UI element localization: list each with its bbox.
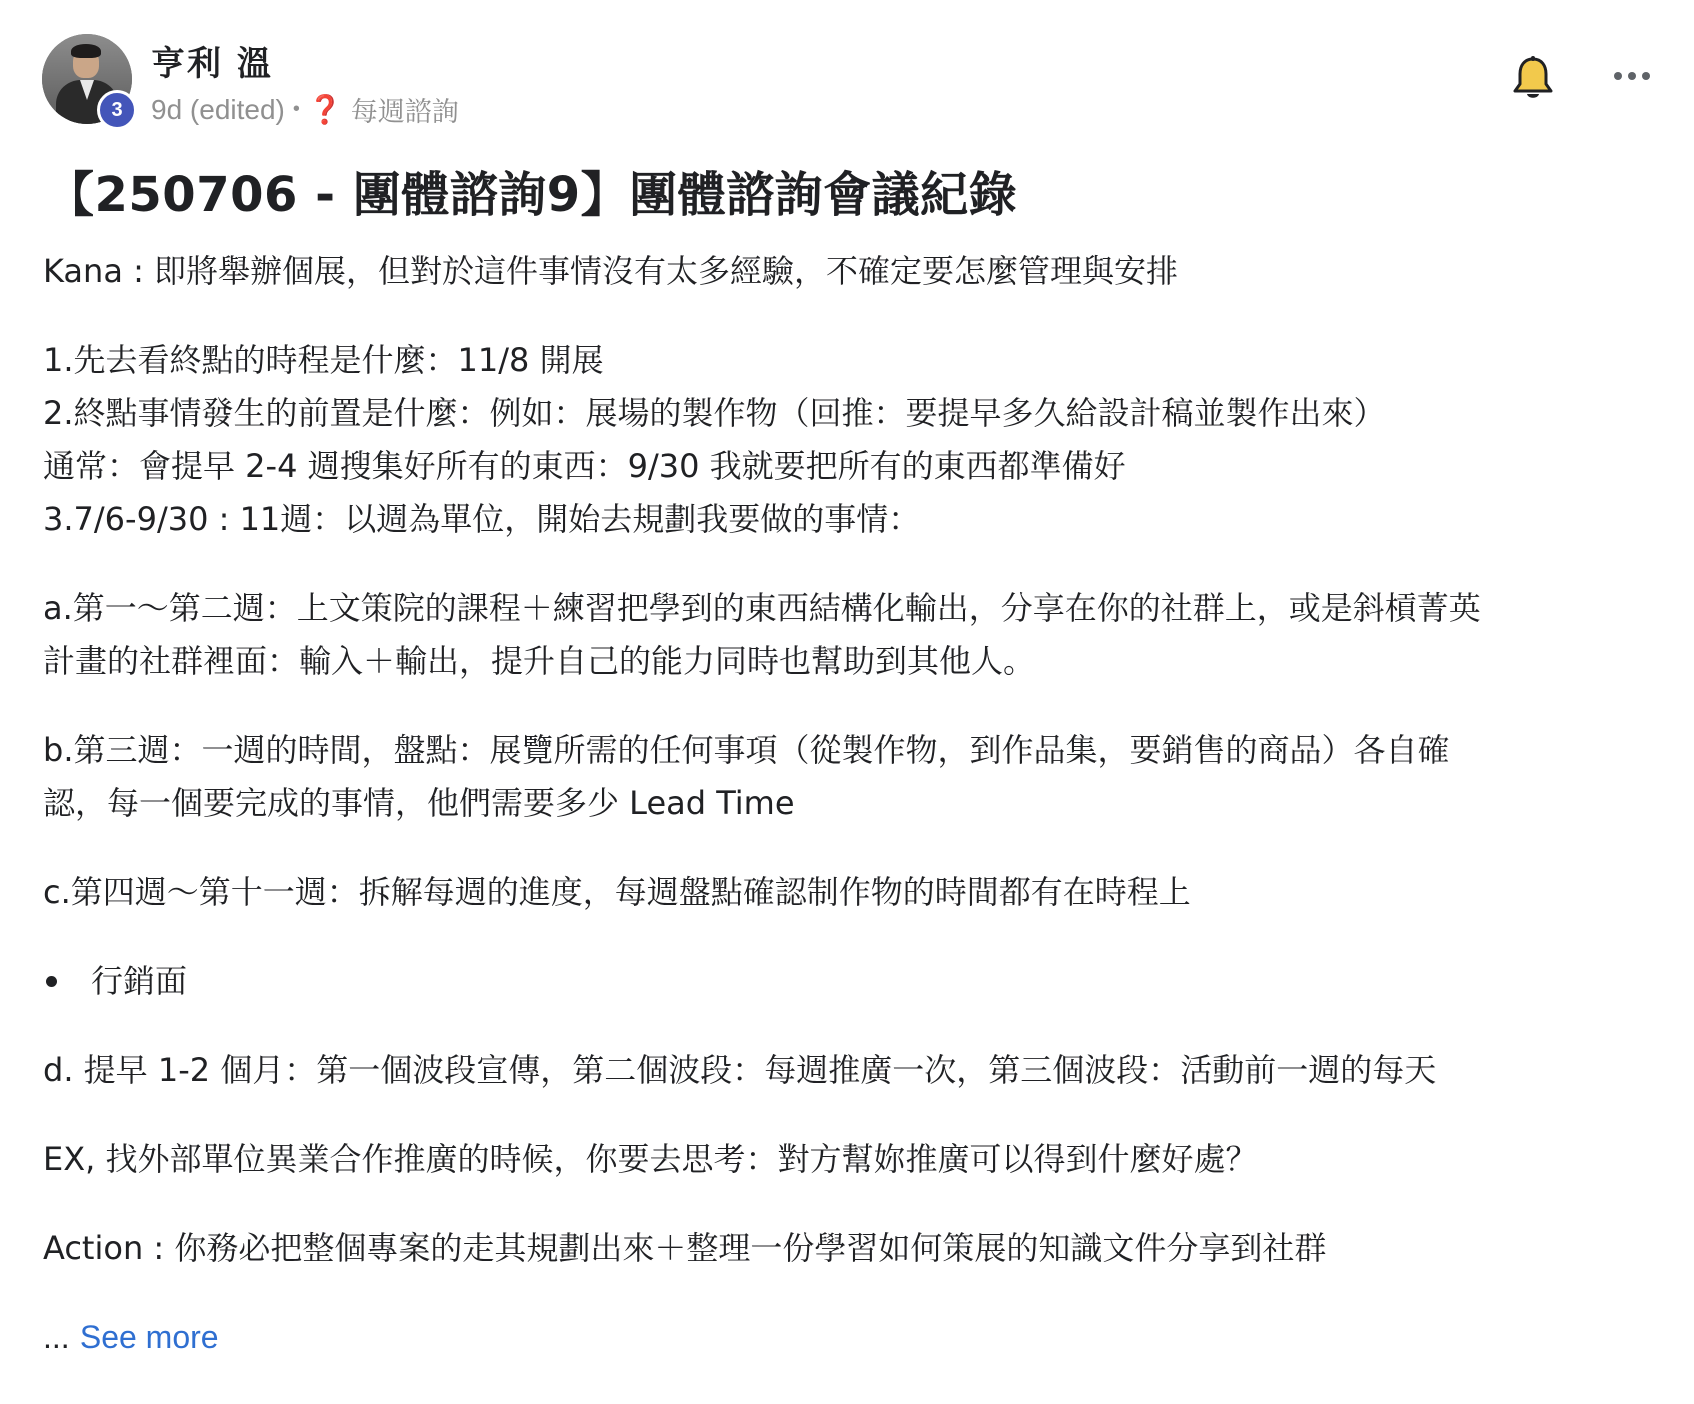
question-mark-icon: ❓ xyxy=(307,93,343,126)
body-line: 通常：會提早 2-4 週搜集好所有的東西：9/30 我就要把所有的東西都準備好 xyxy=(43,447,1126,485)
body-intro: Kana : 即將舉辦個展，但對於這件事情沒有太多經驗，不確定要怎麼管理與安排 xyxy=(43,252,1179,290)
body-item-a-cont: 計畫的社群裡面：輸入＋輸出，提升自己的能力同時也幫助到其他人。 xyxy=(43,642,1036,680)
category-link[interactable]: 每週諮詢 xyxy=(350,97,459,128)
post-meta xyxy=(151,90,459,129)
body-item-d: d. 提早 1-2 個月：第一個波段宣傳，第二個波段：每週推廣一次，第三個波段：活動前一週的每天 xyxy=(43,1051,1437,1089)
meta-separator: • xyxy=(292,98,300,120)
see-more-link[interactable]: See more xyxy=(79,1319,219,1355)
post-header xyxy=(42,34,1654,134)
body-item-b: b.第三週：一週的時間，盤點：展覽所需的任何事項（從製作物，到作品集，要銷售的商品）各自確 xyxy=(43,731,1450,769)
body-line: 1.先去看終點的時程是什麼：11/8 開展 xyxy=(43,341,604,379)
author-name[interactable]: 亨利 溫 xyxy=(151,44,273,84)
body-ex: EX, 找外部單位異業合作推廣的時候，你要去思考：對方幫妳推廣可以得到什麼好處？ xyxy=(43,1140,1258,1178)
body-line: 3.7/6-9/30 : 11週：以週為單位，開始去規劃我要做的事情： xyxy=(43,500,921,538)
post-title: 【250706 - 團體諮詢9】團體諮詢會議紀錄 xyxy=(46,167,1018,223)
post-body xyxy=(43,245,1653,1364)
bullet-list xyxy=(43,955,1653,1008)
list-item: 行銷面 xyxy=(43,955,1653,1008)
level-badge: 3 xyxy=(97,90,137,130)
bell-icon[interactable] xyxy=(1512,56,1554,102)
body-line: 2.終點事情發生的前置是什麼：例如：展場的製作物（回推：要提早多久給設計稿並製作出來） xyxy=(43,394,1386,432)
post-time: 9d (edited) xyxy=(151,93,285,125)
body-action: Action : 你務必把整個專案的走其規劃出來＋整理一份學習如何策展的知識文件分享到社群 xyxy=(43,1229,1327,1267)
more-horizontal-icon[interactable] xyxy=(1612,64,1652,88)
see-more-row xyxy=(43,1311,1653,1364)
ellipsis: ... xyxy=(43,1319,70,1355)
body-item-c: c.第四週～第十一週：拆解每週的進度，每週盤點確認制作物的時間都有在時程上 xyxy=(43,873,1191,911)
body-item-a: a.第一～第二週：上文策院的課程＋練習把學到的東西結構化輸出，分享在你的社群上，或是斜槓菁英 xyxy=(43,589,1481,627)
body-item-b-cont: 認，每一個要完成的事情，他們需要多少 Lead Time xyxy=(43,784,795,822)
